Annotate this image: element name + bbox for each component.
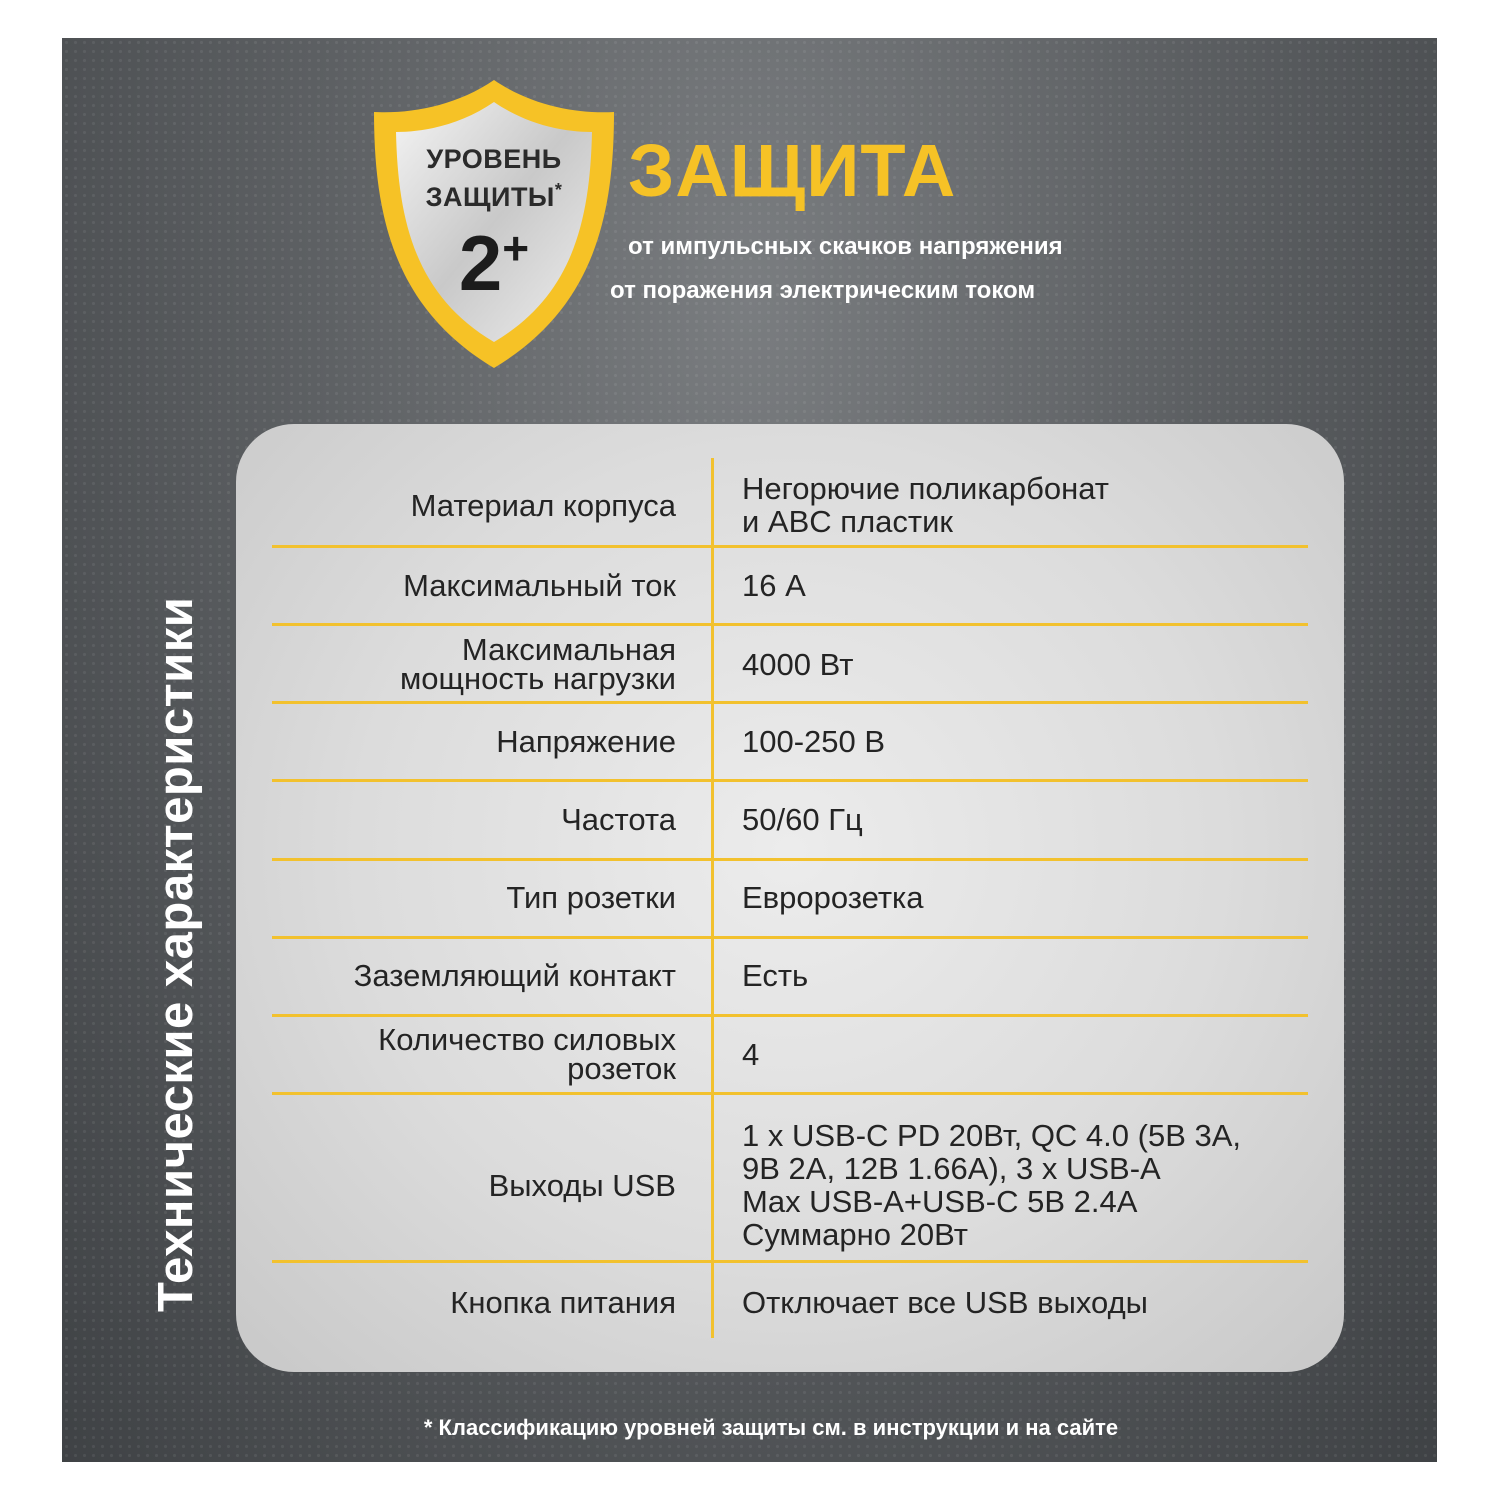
row-divider: [272, 1092, 1308, 1095]
row-divider: [272, 701, 1308, 704]
spec-value: Негорючие поликарбонат и ABC пластик: [742, 471, 1109, 539]
subtitle-shock: от поражения электрическим током: [610, 277, 1036, 304]
spec-label: Кнопка питания: [450, 1284, 676, 1320]
row-divider: [272, 858, 1308, 861]
row-divider: [272, 1014, 1308, 1017]
spec-value: Отключает все USB выходы: [742, 1284, 1148, 1320]
spec-row-frequency: [236, 789, 1344, 849]
spec-label: Количество силовых розеток: [378, 1022, 676, 1086]
spec-value: Есть: [742, 957, 809, 993]
spec-row-material: [236, 470, 1344, 540]
spec-row-grounding: [236, 945, 1344, 1005]
specs-table: [236, 424, 1344, 1372]
spec-row-power-button: [236, 1272, 1344, 1332]
spec-row-socket-type: [236, 867, 1344, 927]
footnote: * Классификацию уровней защиты см. в инструкции и на сайте: [423, 1415, 1119, 1440]
spec-value: 1 x USB-C PD 20Вт, QC 4.0 (5В 3А, 9В 2А, 12В 1.66А), 3 x USB-A Max USB-A+USB-C 5В 2.4А Суммарно 20Вт: [742, 1118, 1242, 1252]
spec-value: 4000 Вт: [742, 646, 854, 682]
spec-value: 50/60 Гц: [742, 801, 863, 837]
row-divider: [272, 623, 1308, 626]
spec-value: 4: [742, 1036, 760, 1072]
badge-line1: УРОВЕНЬ: [426, 144, 562, 174]
spec-label: Напряжение: [496, 723, 676, 759]
spec-label: Максимальная мощность нагрузки: [399, 632, 676, 696]
side-title: Технические характеристики: [149, 596, 203, 1312]
spec-value: 16 А: [742, 567, 806, 603]
page-title: ЗАЩИТА: [628, 129, 957, 212]
spec-label: Заземляющий контакт: [353, 957, 676, 993]
spec-value: Евророзетка: [742, 879, 924, 915]
row-divider: [272, 936, 1308, 939]
spec-row-max-current: [236, 555, 1344, 615]
badge-level: 2+: [458, 219, 530, 307]
spec-label: Максимальный ток: [403, 567, 676, 603]
spec-row-outlet-count: [236, 1022, 1344, 1086]
protection-level-badge: [370, 76, 618, 372]
spec-row-voltage: [236, 711, 1344, 771]
badge-line2: ЗАЩИТЫ*: [425, 180, 563, 212]
row-divider: [272, 779, 1308, 782]
spec-label: Выходы USB: [488, 1167, 676, 1203]
spec-row-usb: [236, 1112, 1344, 1258]
spec-row-max-power: [236, 632, 1344, 696]
row-divider: [272, 545, 1308, 548]
spec-label: Частота: [561, 801, 676, 837]
spec-label: Материал корпуса: [410, 487, 676, 523]
row-divider: [272, 1260, 1308, 1263]
spec-label: Тип розетки: [506, 879, 676, 915]
subtitle-surge: от импульсных скачков напряжения: [628, 233, 1063, 260]
spec-value: 100-250 В: [742, 723, 886, 759]
